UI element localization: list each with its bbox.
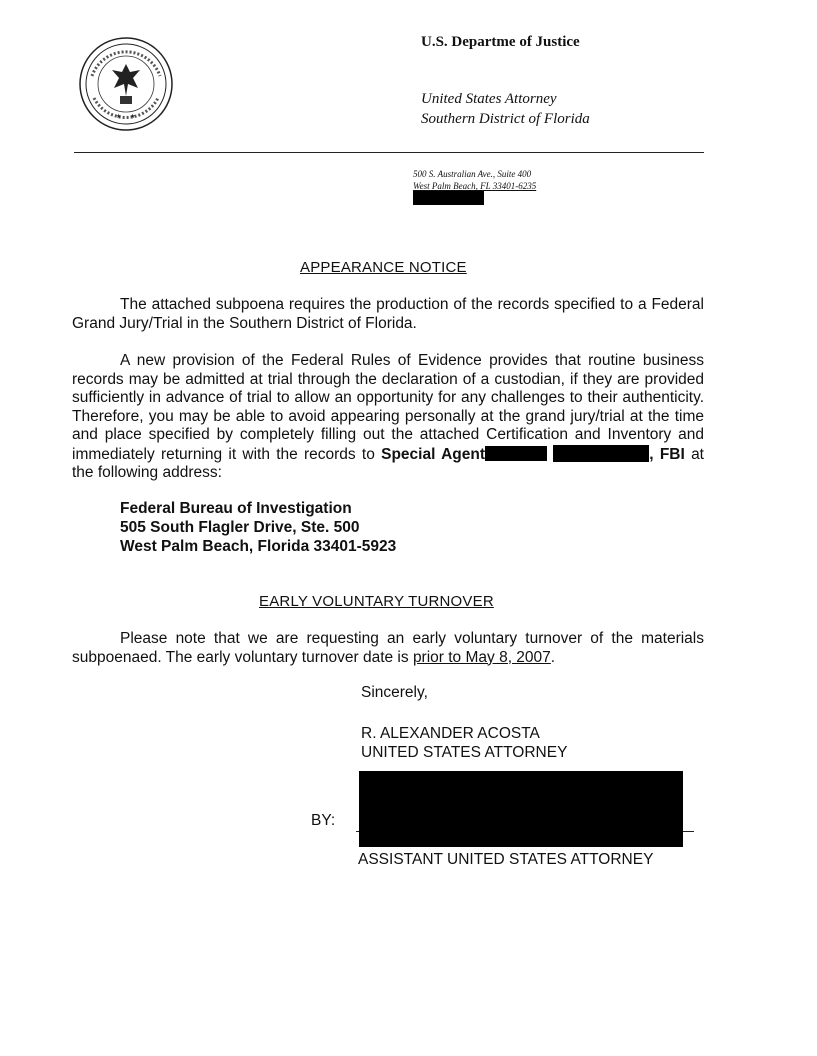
assistant-title: ASSISTANT UNITED STATES ATTORNEY <box>358 851 654 868</box>
signer-title: UNITED STATES ATTORNEY <box>361 744 568 761</box>
office-name <box>421 89 590 129</box>
svg-text:★: ★ <box>116 114 122 120</box>
appearance-notice-heading: APPEARANCE NOTICE <box>300 259 467 276</box>
redacted-signature <box>359 771 683 847</box>
office-line-1: United States Attorney <box>421 91 557 107</box>
department-name: U.S. Departme of Justice <box>421 34 580 50</box>
letterhead-rule <box>74 152 704 153</box>
address-line-2: West Palm Beach, FL 33401-6235 <box>413 181 537 191</box>
fbi-address-line-2: 505 South Flagler Drive, Ste. 500 <box>120 519 360 536</box>
notice-paragraph-2 <box>72 352 704 483</box>
turnover-end: . <box>550 648 556 666</box>
turnover-heading: EARLY VOLUNTARY TURNOVER <box>259 593 494 610</box>
special-agent-label: Special Agent <box>381 445 485 463</box>
signer-name: R. ALEXANDER ACOSTA <box>361 725 540 742</box>
office-line-2: Southern District of Florida <box>421 111 590 127</box>
notice-paragraph-2-end: at the following address: <box>72 445 704 481</box>
turnover-date: prior to May 8, 2007 <box>412 648 551 666</box>
redacted-agent-name-cont <box>553 445 649 462</box>
fbi-address-line-1: Federal Bureau of Investigation <box>120 500 352 517</box>
fbi-address-line-3: West Palm Beach, Florida 33401-5923 <box>120 538 397 555</box>
by-label: BY: <box>311 812 336 829</box>
address-line-1: 500 S. Australian Ave., Suite 400 <box>413 169 532 179</box>
redacted-agent-name <box>485 446 547 461</box>
turnover-text: Please note that we are requesting an early voluntary turnover of the materials subpoenaed. The early voluntary turnover date is <box>72 630 704 666</box>
notice-paragraph-1 <box>72 296 704 333</box>
fbi-label: , FBI <box>649 445 685 463</box>
redaction-block <box>413 191 484 205</box>
office-address <box>413 168 536 192</box>
fbi-address <box>120 499 396 556</box>
notice-paragraph-1-text: The attached subpoena requires the production of the records specified to a Federal Grand Jury/Trial in the Southern District of Florida. <box>72 296 704 332</box>
turnover-paragraph <box>72 630 704 667</box>
closing: Sincerely, <box>361 684 428 701</box>
notice-paragraph-2-text: A new provision of the Federal Rules of Evidence provides that routine business records may be admitted at trial through the declaration of a custodian, if they are provided sufficiently in advance of trial to allow an opportunity for any challenges to their authenticity. Therefore, you may be able to avoid appearing personally at the grand jury/trial at the time and place specified by completely filling out the attached Certification and Inventory and immediately returning it with the records to <box>72 352 704 463</box>
svg-text:★: ★ <box>130 114 136 120</box>
doj-seal-icon <box>78 36 174 132</box>
